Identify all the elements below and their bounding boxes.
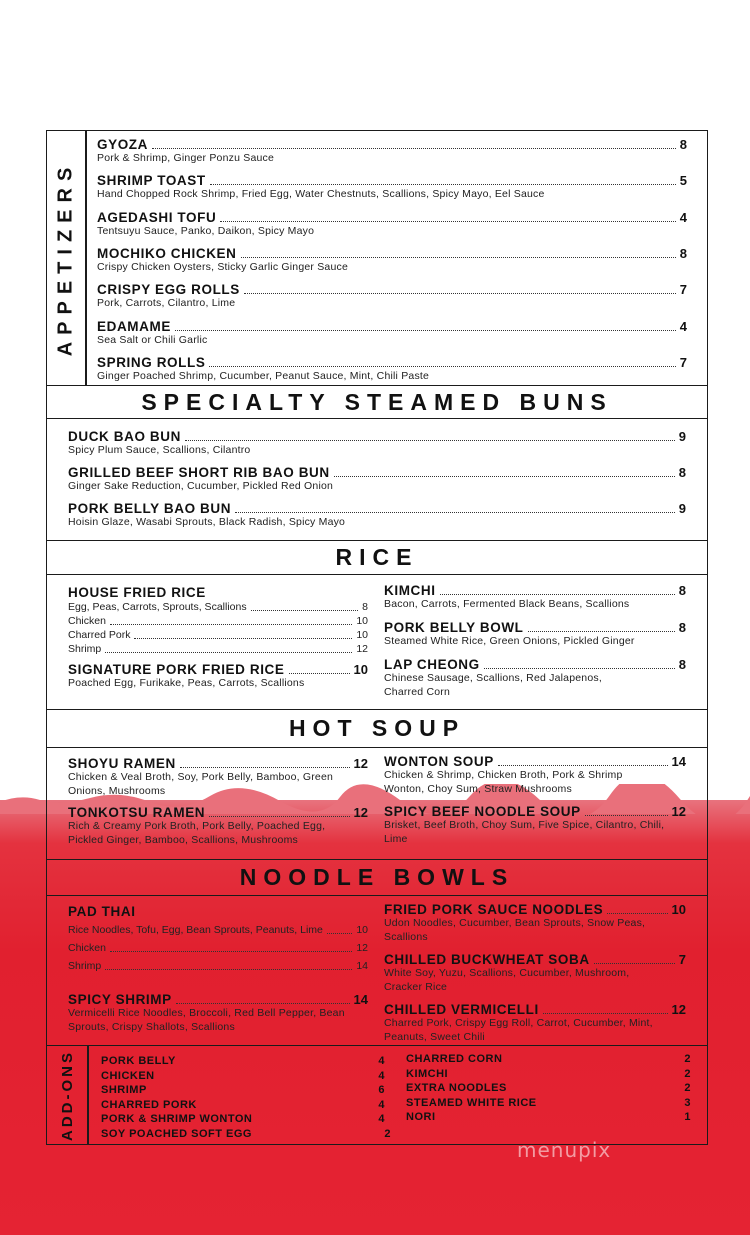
option-row [68, 614, 368, 628]
menu-item [68, 501, 686, 530]
addon-item: STEAMED WHITE RICE 3 [406, 1096, 691, 1109]
menu-item [68, 805, 368, 847]
option-label: Chicken [68, 942, 106, 954]
item-name: CHILLED BUCKWHEAT SOBA [384, 952, 590, 967]
item-price: 12 [671, 1002, 686, 1017]
item-name: PORK BELLY BOWL [384, 620, 524, 635]
leader-dots [334, 476, 675, 477]
item-name: SHOYU RAMEN [68, 756, 176, 771]
leader-dots [440, 594, 675, 595]
noodles-section [47, 896, 707, 1046]
item-desc: Bacon, Carrots, Fermented Black Beans, Scallions [384, 598, 630, 610]
item-desc: Rich & Creamy Pork Broth, Pork Belly, Poached Egg, Pickled Ginger, Bamboo, Scallions, Mushrooms [68, 820, 326, 846]
appetizers-section [47, 131, 707, 386]
addon-item: SHRIMP 6 [101, 1084, 385, 1096]
menupix-watermark: menupix [517, 1138, 612, 1162]
divider [87, 1046, 89, 1144]
item-name: HOUSE FRIED RICE [68, 585, 206, 600]
rice-section [47, 575, 707, 710]
menu-item [97, 319, 687, 348]
menu-item [68, 756, 368, 798]
addon-item: EXTRA NOODLES 2 [406, 1082, 691, 1094]
menu-item [68, 992, 368, 1034]
menu-item [68, 465, 686, 494]
item-desc: Sea Salt or Chili Garlic [97, 334, 208, 346]
option-row [68, 959, 368, 973]
option-price: 8 [362, 601, 368, 613]
option-price: 14 [356, 960, 368, 972]
option-price: 10 [356, 629, 368, 641]
item-price: 5 [679, 173, 687, 188]
menu-item [384, 952, 686, 994]
addon-item: KIMCHI 2 [406, 1067, 691, 1080]
option-label: Rice Noodles, Tofu, Egg, Bean Sprouts, Peanuts, Lime [68, 924, 323, 936]
divider [85, 131, 87, 385]
item-price: 14 [353, 992, 368, 1007]
item-desc: Udon Noodles, Cucumber, Bean Sprouts, Snow Peas, Scallions [384, 917, 646, 943]
item-desc: Pork & Shrimp, Ginger Ponzu Sauce [97, 152, 275, 164]
menu-item [384, 804, 686, 846]
addons-label: ADD-ONS [58, 1049, 76, 1141]
appetizers-label: APPETIZERS [54, 160, 77, 356]
option-row [68, 923, 368, 937]
addon-item: CHARRED CORN 2 [406, 1053, 691, 1065]
item-price: 10 [671, 902, 686, 917]
option-label: Shrimp [68, 960, 102, 972]
item-name: LAP CHEONG [384, 657, 480, 672]
menu-item [97, 282, 687, 311]
item-name: TONKOTSU RAMEN [68, 805, 206, 820]
item-name: FRIED PORK SAUCE NOODLES [384, 902, 604, 917]
soup-section [47, 748, 707, 860]
menu-item [384, 583, 686, 612]
leader-dots [105, 652, 352, 653]
item-price: 14 [671, 754, 686, 769]
item-price: 8 [678, 583, 686, 598]
menu-item [97, 355, 687, 384]
item-name: CRISPY EGG ROLLS [97, 282, 240, 297]
option-label: Chicken [68, 615, 106, 627]
item-name: DUCK BAO BUN [68, 429, 181, 444]
item-price: 12 [671, 804, 686, 819]
leader-dots [110, 951, 352, 952]
leader-dots [327, 933, 352, 934]
option-price: 12 [356, 643, 368, 655]
item-price: 8 [679, 246, 687, 261]
item-price: 7 [679, 282, 687, 297]
addon-item: PORK & SHRIMP WONTON 4 [101, 1113, 385, 1125]
item-name: SHRIMP TOAST [97, 173, 206, 188]
option-row [68, 628, 368, 642]
leader-dots [498, 765, 668, 766]
menu-item [68, 585, 368, 656]
leader-dots [528, 631, 675, 632]
item-desc: Poached Egg, Furikake, Peas, Carrots, Scallions [68, 677, 305, 689]
section-header-noodles: NOODLE BOWLS [47, 860, 707, 896]
leader-dots [110, 624, 352, 625]
item-name: AGEDASHI TOFU [97, 210, 217, 225]
leader-dots [244, 293, 676, 294]
item-name: SPICY BEEF NOODLE SOUP [384, 804, 581, 819]
item-price: 12 [353, 805, 368, 820]
menu-item [384, 1002, 686, 1044]
leader-dots [543, 1013, 668, 1014]
item-name: PORK BELLY BAO BUN [68, 501, 232, 516]
leader-dots [235, 512, 675, 513]
item-desc: Pork, Carrots, Cilantro, Lime [97, 297, 236, 309]
item-price: 4 [679, 319, 687, 334]
option-row [68, 600, 368, 614]
leader-dots [180, 767, 350, 768]
leader-dots [209, 816, 349, 817]
menu-item [97, 246, 687, 275]
leader-dots [241, 257, 676, 258]
leader-dots [594, 963, 675, 964]
option-price: 10 [356, 924, 368, 936]
leader-dots [134, 638, 352, 639]
item-name: CHILLED VERMICELLI [384, 1002, 539, 1017]
option-price: 12 [356, 942, 368, 954]
leader-dots [175, 330, 676, 331]
item-desc: Charred Pork, Crispy Egg Roll, Carrot, Cucumber, Mint, Peanuts, Sweet Chili [384, 1017, 653, 1043]
addon-item: SOY POACHED SOFT EGG 2 [101, 1127, 391, 1140]
item-name: GYOZA [97, 137, 149, 152]
menu-item [68, 662, 368, 691]
item-name: MOCHIKO CHICKEN [97, 246, 237, 261]
item-name: SPRING ROLLS [97, 355, 206, 370]
menu-item [97, 137, 687, 166]
item-name: SIGNATURE PORK FRIED RICE [68, 662, 285, 677]
addons-left-list [101, 1054, 391, 1141]
menu-item [97, 210, 687, 239]
menu-frame [46, 130, 708, 1145]
option-label: Shrimp [68, 643, 102, 655]
section-header-rice: RICE [47, 541, 707, 575]
item-desc: White Soy, Yuzu, Scallions, Cucumber, Mushroom, Cracker Rice [384, 967, 630, 993]
addon-item: NORI 1 [406, 1111, 691, 1123]
leader-dots [209, 366, 675, 367]
menu-item [68, 904, 368, 973]
menu-item [384, 657, 686, 699]
option-row [68, 941, 368, 955]
option-label: Charred Pork [68, 629, 131, 641]
item-desc: Steamed White Rice, Green Onions, Pickled Ginger [384, 635, 635, 647]
leader-dots [251, 610, 359, 611]
item-desc: Tentsuyu Sauce, Panko, Daikon, Spicy Mayo [97, 225, 315, 237]
item-price: 9 [678, 429, 686, 444]
item-desc: Chicken & Shrimp, Chicken Broth, Pork & Shrimp Wonton, Choy Sum, Straw Mushrooms [384, 769, 623, 795]
addon-item: PORK BELLY 4 [101, 1055, 385, 1067]
menu-item [384, 620, 686, 649]
item-price: 7 [678, 952, 686, 967]
leader-dots [210, 184, 676, 185]
option-label: Egg, Peas, Carrots, Sprouts, Scallions [68, 601, 247, 613]
leader-dots [176, 1003, 350, 1004]
leader-dots [585, 815, 668, 816]
item-name: WONTON SOUP [384, 754, 494, 769]
section-header-buns: SPECIALTY STEAMED BUNS [47, 386, 707, 419]
item-name: PAD THAI [68, 904, 136, 919]
item-desc: Chicken & Veal Broth, Soy, Pork Belly, Bamboo, Green Onions, Mushrooms [68, 771, 334, 797]
addons-section [47, 1046, 707, 1144]
menu-item [97, 173, 687, 202]
leader-dots [220, 221, 675, 222]
item-desc: Hoisin Glaze, Wasabi Sprouts, Black Radish, Spicy Mayo [68, 516, 346, 528]
item-name: SPICY SHRIMP [68, 992, 172, 1007]
item-price: 10 [353, 662, 368, 677]
item-desc: Spicy Plum Sauce, Scallions, Cilantro [68, 444, 251, 456]
menu-item [384, 902, 686, 944]
menu-item [68, 429, 686, 458]
addons-right-list [406, 1052, 691, 1125]
item-desc: Brisket, Beef Broth, Choy Sum, Five Spice, Cilantro, Chili, Lime [384, 819, 665, 845]
item-price: 8 [678, 657, 686, 672]
addon-item: CHICKEN 4 [101, 1069, 385, 1082]
section-header-soup: HOT SOUP [47, 710, 707, 748]
item-desc: Crispy Chicken Oysters, Sticky Garlic Ginger Sauce [97, 261, 348, 273]
item-price: 9 [678, 501, 686, 516]
item-price: 4 [679, 210, 687, 225]
menu-item [384, 754, 686, 796]
item-price: 8 [678, 465, 686, 480]
item-desc: Chinese Sausage, Scallions, Red Jalapenos, Charred Corn [384, 672, 602, 698]
item-desc: Hand Chopped Rock Shrimp, Fried Egg, Water Chestnuts, Scallions, Spicy Mayo, Eel Sauce [97, 188, 545, 200]
item-price: 8 [678, 620, 686, 635]
leader-dots [289, 673, 350, 674]
buns-section [47, 419, 707, 541]
leader-dots [484, 668, 675, 669]
item-desc: Ginger Sake Reduction, Cucumber, Pickled Red Onion [68, 480, 334, 492]
item-desc: Vermicelli Rice Noodles, Broccoli, Red Bell Pepper, Bean Sprouts, Crispy Shallots, Scallions [68, 1007, 345, 1033]
leader-dots [105, 969, 352, 970]
item-price: 7 [679, 355, 687, 370]
item-price: 12 [353, 756, 368, 771]
option-price: 10 [356, 615, 368, 627]
leader-dots [152, 148, 676, 149]
item-desc: Ginger Poached Shrimp, Cucumber, Peanut Sauce, Mint, Chili Paste [97, 370, 430, 382]
leader-dots [607, 913, 667, 914]
item-name: KIMCHI [384, 583, 436, 598]
option-row [68, 642, 368, 656]
item-name: GRILLED BEEF SHORT RIB BAO BUN [68, 465, 330, 480]
addon-item: CHARRED PORK 4 [101, 1098, 385, 1111]
item-name: EDAMAME [97, 319, 171, 334]
item-price: 8 [679, 137, 687, 152]
leader-dots [185, 440, 675, 441]
